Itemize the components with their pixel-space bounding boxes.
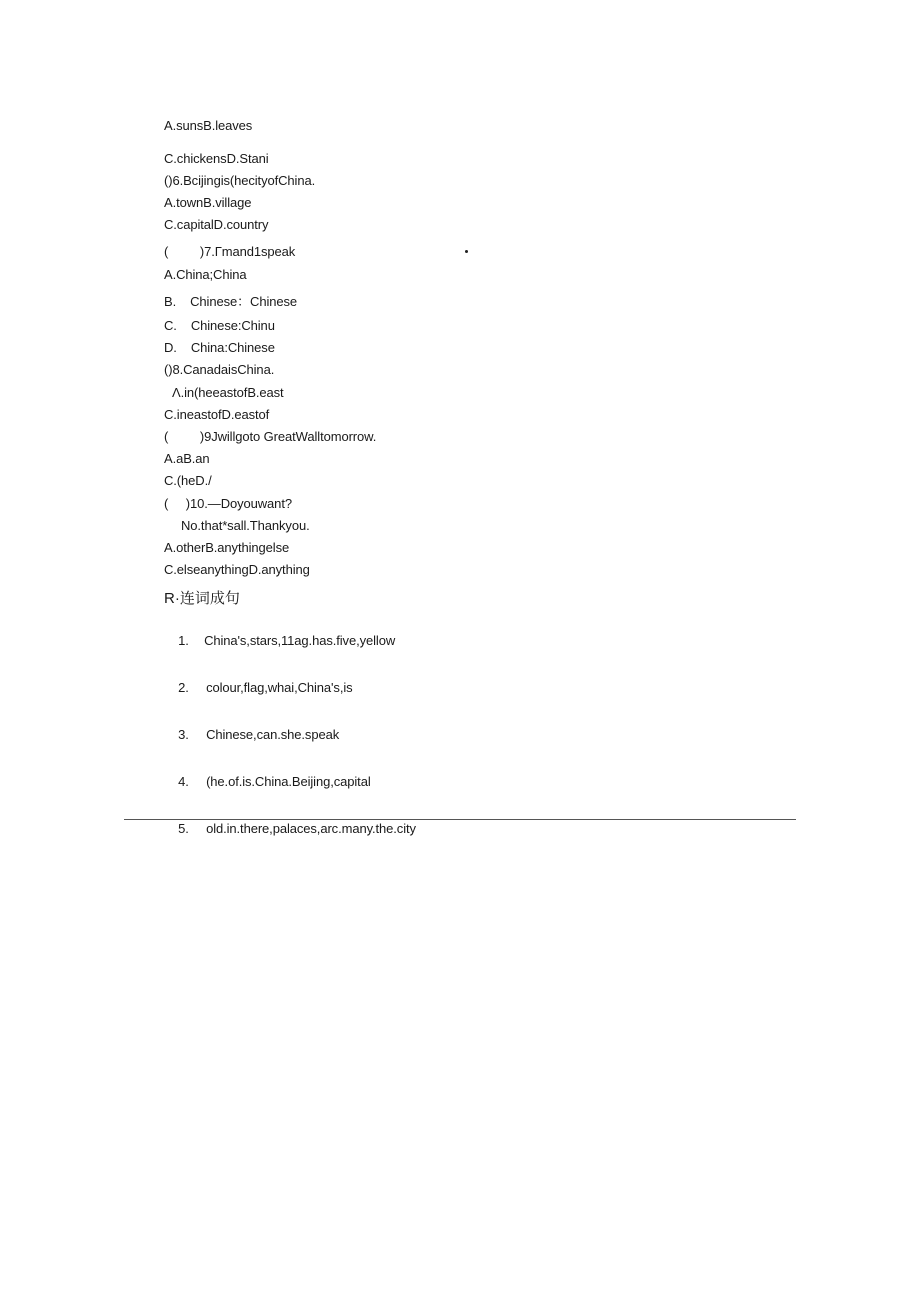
option-7d: D. China:Chinese <box>164 340 275 355</box>
option-7b: B. Chinese：Chinese <box>164 294 298 309</box>
option-line-5ab: A.sunsB.leaves <box>164 118 253 133</box>
sentence-number: 1. <box>178 633 189 648</box>
sentence-number: 3. <box>178 727 189 742</box>
option-7c: C. Chinese:Chinu <box>164 318 275 333</box>
sentence-number: 5. <box>178 821 189 836</box>
option-line-9ab: A.aB.an <box>164 451 210 466</box>
question-8: ()8.CanadaisChina. <box>164 362 275 377</box>
sentence-number: 4. <box>178 774 189 789</box>
option-line-5cd: C.chickensD.Stani <box>164 151 269 166</box>
sentence-words: (he.of.is.China.Beijing,capital <box>206 774 371 789</box>
sentence-item <box>164 805 416 853</box>
question-9: ( )9Jwillgoto GreatWalltomorrow. <box>164 429 377 444</box>
sentence-item <box>164 664 353 712</box>
option-line-10cd: C.elseanythingD.anything <box>164 562 310 577</box>
question-10-reply: No.that*sall.Thankyou. <box>181 518 310 533</box>
option-line-6cd: C.capitalD.country <box>164 217 269 232</box>
question-10: ( )10.—Doyouwant? <box>164 496 292 511</box>
option-line-6ab: A.townB.village <box>164 195 252 210</box>
option-line-8ab: Λ.in(heeastofB.east <box>172 385 284 400</box>
sentence-number: 2. <box>178 680 189 695</box>
sentence-item <box>164 711 339 759</box>
sentence-words: colour,flag,whai,China's,is <box>206 680 353 695</box>
sentence-item <box>164 617 395 665</box>
stray-dot <box>465 250 468 253</box>
question-7: ( )7.Γmand1speak <box>164 244 296 259</box>
answer-rule <box>124 819 796 820</box>
option-line-9cd: C.(heD./ <box>164 473 212 488</box>
option-7a: A.China;China <box>164 267 247 282</box>
sentence-words: old.in.there,palaces,arc.many.the.city <box>206 821 416 836</box>
option-line-8cd: C.ineastofD.eastof <box>164 407 270 422</box>
sentence-words: China's,stars,11ag.has.five,yellow <box>204 633 396 648</box>
sentence-words: Chinese,can.she.speak <box>206 727 340 742</box>
question-6: ()6.Bcijingis(hecityofChina. <box>164 173 316 188</box>
option-line-10ab: A.otherB.anythingelse <box>164 540 290 555</box>
section-title: R·连词成句 <box>164 590 240 607</box>
sentence-item <box>164 758 371 806</box>
